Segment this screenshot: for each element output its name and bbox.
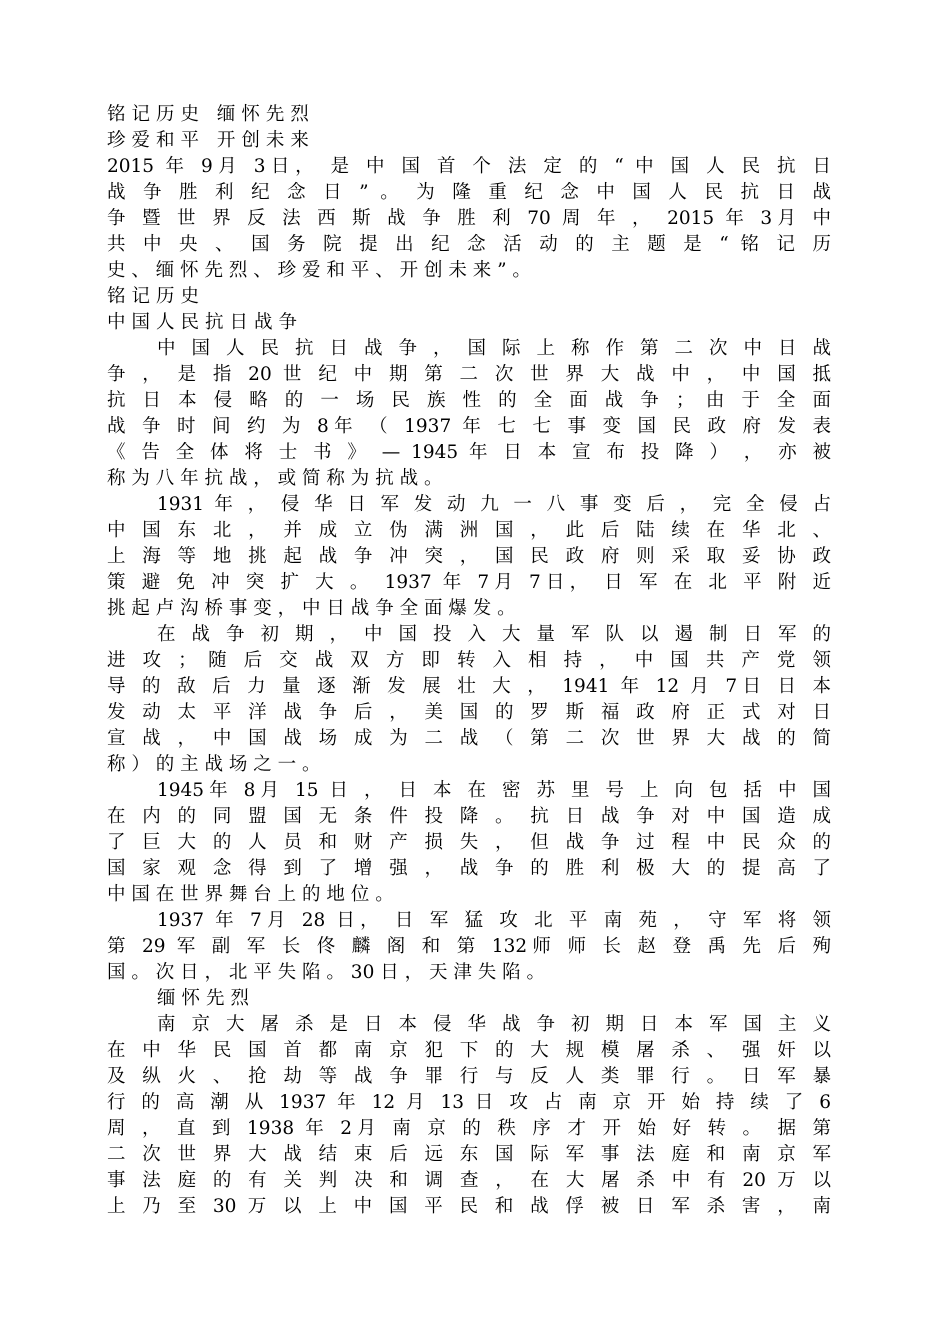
paragraph-line: 战 争 胜 利 纪 念 日 ” 。 为 隆 重 纪 念 中 国 人 民 抗 日 战 <box>107 182 831 203</box>
paragraph-line: 共 中 央 、 国 务 院 提 出 纪 念 活 动 的 主 题 是 “ 铭 记 历 <box>107 234 831 255</box>
paragraph-line: 二 次 世 界 大 战 结 束 后 远 东 国 际 军 事 法 庭 和 南 京 军 <box>107 1144 831 1165</box>
paragraph-line: 中 国 东 北 ， 并 成 立 伪 满 洲 国 ， 此 后 陆 续 在 华 北 、 <box>107 520 831 541</box>
paragraph-line: 进 攻 ； 随 后 交 战 双 方 即 转 入 相 持 ， 中 国 共 产 党 领 <box>107 650 831 671</box>
paragraph-line: 国 。 次 日 ， 北 平 失 陷 。 30 日 ， 天 津 失 陷 。 <box>107 962 546 983</box>
paragraph-line: 在 内 的 同 盟 国 无 条 件 投 降 。 抗 日 战 争 对 中 国 造 成 <box>107 806 831 827</box>
paragraph-line: 挑 起 卢 沟 桥 事 变 ， 中 日 战 争 全 面 爆 发 。 <box>107 598 516 619</box>
paragraph-line: 在 战 争 初 期 ， 中 国 投 入 大 量 军 队 以 遏 制 日 军 的 <box>157 624 831 645</box>
paragraph-line: 在 中 华 民 国 首 都 南 京 犯 下 的 大 规 模 屠 杀 、 强 奸 以 <box>107 1040 831 1061</box>
section-subheading: 中国人民抗日战争 <box>107 312 304 333</box>
paragraph-line: 中 国 在 世 界 舞 台 上 的 地 位 。 <box>107 884 394 905</box>
paragraph-line: 发 动 太 平 洋 战 争 后 ， 美 国 的 罗 斯 福 政 府 正 式 对 日 <box>107 702 831 723</box>
paragraph-line: 策 避 免 冲 突 扩 大 。 1937 年 7月 7日， 日 军 在 北 平 附 近 <box>107 572 831 593</box>
paragraph-line: 争 ， 是 指 20 世 纪 中 期 第 二 次 世 界 大 战 中 ， 中 国 抵 <box>107 364 831 385</box>
paragraph-line: 《 告 全 体 将 士 书 》 — 1945 年 日 本 宣 布 投 降 ） ， 亦 被 <box>107 442 831 463</box>
paragraph-line: 宣 战 ， 中 国 战 场 成 为 二 战 （ 第 二 次 世 界 大 战 的 简 <box>107 728 831 749</box>
paragraph-line: 称 ） 的 主 战 场 之 一 。 <box>107 754 321 775</box>
paragraph-line: 及 纵 火 、 抢 劫 等 战 争 罪 行 与 反 人 类 罪 行 。 日 军 暴 <box>107 1066 831 1087</box>
intro-paragraph <box>107 154 831 284</box>
paragraph-line: 抗 日 本 侵 略 的 一 场 民 族 性 的 全 面 战 争 ； 由 于 全 面 <box>107 390 831 411</box>
section-heading: 缅怀先烈 <box>157 988 256 1009</box>
paragraph-line: 行 的 高 潮 从 1937 年 12 月 13 日 攻 占 南 京 开 始 持 续 了 6 <box>107 1092 831 1113</box>
paragraph-line: 1945年 8月 15 日 ， 日 本 在 密 苏 里 号 上 向 包 括 中 国 <box>157 780 831 801</box>
paragraph-line: 2015 年 9月 3日， 是 中 国 首 个 法 定 的 “ 中 国 人 民 抗 日 <box>107 156 831 177</box>
paragraph-line: 导 的 敌 后 力 量 逐 渐 发 展 壮 大 ， 1941 年 12 月 7日 日 本 <box>107 676 831 697</box>
paragraph-line: 周 ， 直 到 1938 年 2月 南 京 的 秩 序 才 开 始 好 转 。 据 第 <box>107 1118 831 1139</box>
paragraph-line: 国 家 观 念 得 到 了 增 强 ， 战 争 的 胜 利 极 大 的 提 高 了 <box>107 858 831 879</box>
paragraph-line: 争 暨 世 界 反 法 西 斯 战 争 胜 利 70 周 年 ， 2015 年 3月 中 <box>107 208 831 229</box>
paragraph-line: 中 国 人 民 抗 日 战 争 ， 国 际 上 称 作 第 二 次 中 日 战 <box>157 338 831 359</box>
paragraph-2 <box>107 492 831 622</box>
paragraph-line: 史 、 缅 怀 先 烈 、 珍 爱 和 平 、 开 创 未 来 ” 。 <box>107 260 531 281</box>
paragraph-line: 称 为 八 年 抗 战 ， 或 简 称 为 抗 战 。 <box>107 468 443 489</box>
paragraph-line: 第 29 军 副 军 长 佟 麟 阁 和 第 132师 师 长 赵 登 禹 先 后 殉 <box>107 936 831 957</box>
paragraph-4 <box>107 778 831 908</box>
paragraph-line: 南 京 大 屠 杀 是 日 本 侵 华 战 争 初 期 日 本 军 国 主 义 <box>157 1014 831 1035</box>
paragraph-5 <box>107 908 831 986</box>
paragraph-line: 上 海 等 地 挑 起 战 争 冲 突 ， 国 民 政 府 则 采 取 妥 协 政 <box>107 546 831 567</box>
paragraph-6 <box>107 1012 831 1220</box>
document-title-line-2: 珍爱和平 开创未来 <box>107 130 315 151</box>
section-heading: 铭记历史 <box>107 286 206 307</box>
paragraph-line: 1937 年 7月 28 日， 日 军 猛 攻 北 平 南 苑 ， 守 军 将 领 <box>157 910 831 931</box>
paragraph-1 <box>107 336 831 492</box>
paragraph-line: 了 巨 大 的 人 员 和 财 产 损 失 ， 但 战 争 过 程 中 民 众 的 <box>107 832 831 853</box>
paragraph-3 <box>107 622 831 778</box>
paragraph-line: 上 乃 至 30 万 以 上 中 国 平 民 和 战 俘 被 日 军 杀 害 ， 南 <box>107 1196 831 1217</box>
paragraph-line: 1931 年 ， 侵 华 日 军 发 动 九 一 八 事 变 后 ， 完 全 侵 占 <box>157 494 831 515</box>
document-title-line-1: 铭记历史 缅怀先烈 <box>107 104 315 125</box>
paragraph-line: 事 法 庭 的 有 关 判 决 和 调 查 ， 在 大 屠 杀 中 有 20 万 以 <box>107 1170 831 1191</box>
document-page <box>107 102 831 1220</box>
paragraph-line: 战 争 时 间 约 为 8年 （ 1937 年 七 七 事 变 国 民 政 府 发 表 <box>107 416 831 437</box>
